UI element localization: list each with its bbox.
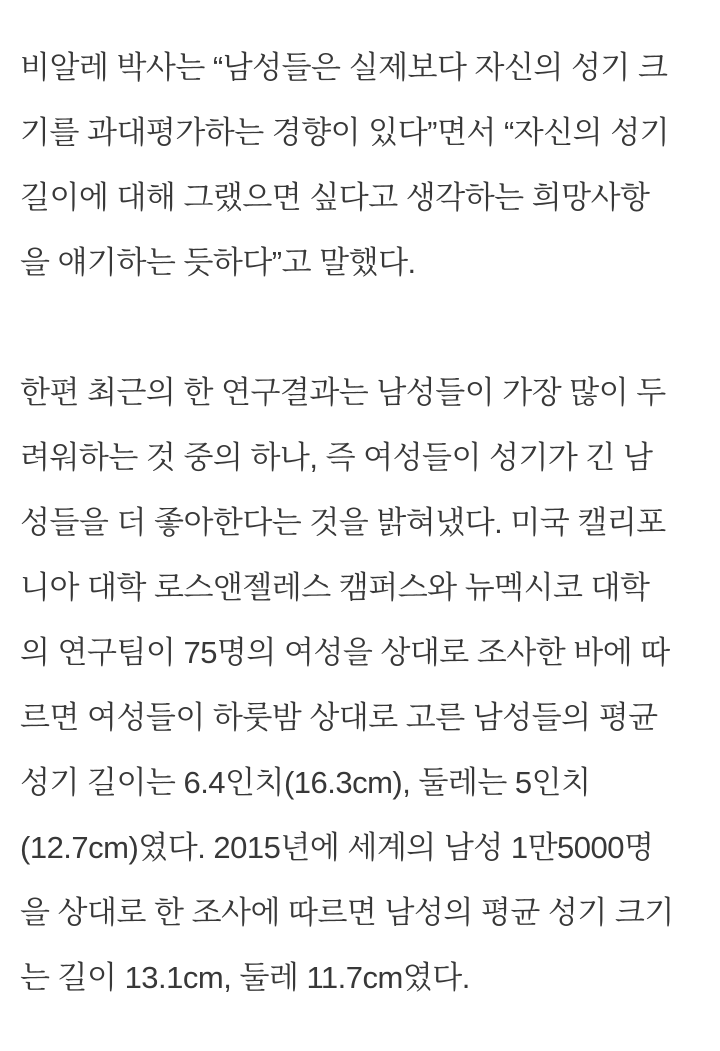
text-line: 길이에 대해 그랬으면 싶다고 생각하는 희망사항 <box>20 180 650 215</box>
text-line: (12.7cm)였다. 2015년에 세계의 남성 1만5000명 <box>20 830 654 865</box>
text-line: 려워하는 것 중의 하나, 즉 여성들이 성기가 긴 남 <box>20 440 653 475</box>
text-line: 을 상대로 한 조사에 따르면 남성의 평균 성기 크기 <box>20 895 674 930</box>
article-paragraph <box>20 360 700 1010</box>
text-line: 르면 여성들이 하룻밤 상대로 고른 남성들의 평균 <box>20 700 658 735</box>
text-line: 비알레 박사는 “남성들은 실제보다 자신의 성기 크 <box>20 50 668 85</box>
text-line: 성들을 더 좋아한다는 것을 밝혀냈다. 미국 캘리포 <box>20 505 666 540</box>
text-line: 을 얘기하는 듯하다”고 말했다. <box>20 245 416 280</box>
text-line: 한편 최근의 한 연구결과는 남성들이 가장 많이 두 <box>20 375 666 410</box>
article-paragraph <box>20 35 700 295</box>
text-line: 는 길이 13.1cm, 둘레 11.7cm였다. <box>20 960 470 995</box>
text-line: 의 연구팀이 75명의 여성을 상대로 조사한 바에 따 <box>20 635 670 670</box>
text-line: 성기 길이는 6.4인치(16.3cm), 둘레는 5인치 <box>20 765 591 800</box>
text-line: 니아 대학 로스앤젤레스 캠퍼스와 뉴멕시코 대학 <box>20 570 650 605</box>
text-line: 기를 과대평가하는 경향이 있다”면서 “자신의 성기 <box>20 115 670 150</box>
